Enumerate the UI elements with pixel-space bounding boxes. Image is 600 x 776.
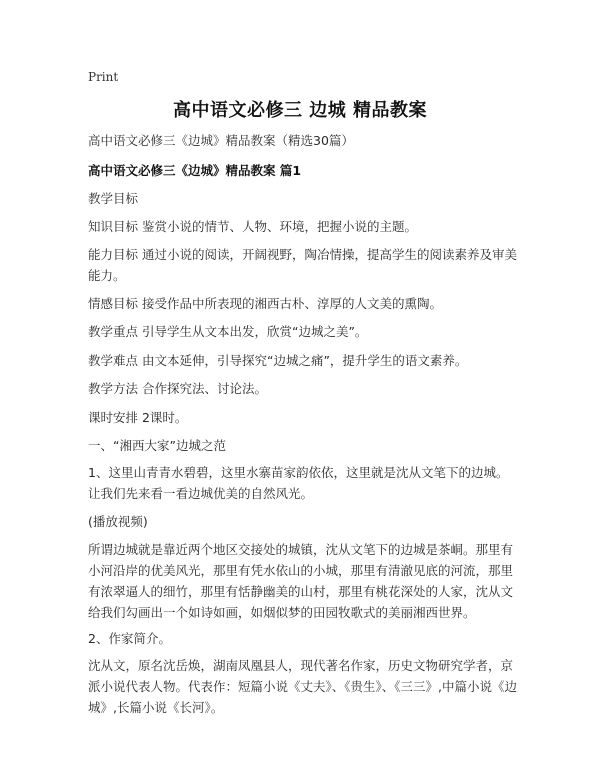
section-heading: 高中语文必修三《边城》精品教案 篇1: [88, 163, 302, 178]
description-paragraph: 所谓边城就是靠近两个地区交接处的城镇，沈从文笔下的边城是茶峒。那里有小河沿岸的优美风光，那里有凭水依山的小城，那里有清澈见底的河流，那里有浓翠逼人的细竹，那里有恬静幽美的山村，那里有桃花深处的人家，沈从文给我们勾画出一个如诗如画，如烟似梦的田园牧歌式的美丽湘西世界。: [88, 542, 514, 620]
item-two: 2、作家简介。: [88, 631, 171, 646]
knowledge-goal: 知识目标 鉴赏小说的情节、人物、环境，把握小说的主题。: [88, 219, 417, 234]
item-one: 1、这里山青青水碧碧，这里水寨苗家韵依依，这里就是沈从文笔下的边城。让我们先来看一看边城优美的自然风光。: [88, 465, 509, 501]
ability-goal: 能力目标 通过小说的阅读，开阔视野，陶冶情操，提高学生的阅读素养及审美能力。: [88, 247, 517, 283]
schedule: 课时安排 2课时。: [88, 410, 188, 425]
emotion-goal: 情感目标 接受作品中所表现的湘西古朴、淳厚的人文美的熏陶。: [88, 296, 442, 311]
difficult-point: 教学难点 由文本延伸，引导探究“边城之痛”，提升学生的语文素养。: [88, 353, 468, 368]
document-subtitle: 高中语文必修三《边城》精品教案（精选30篇）: [88, 133, 354, 148]
teaching-method: 教学方法 合作探究法、讨论法。: [88, 381, 267, 396]
part-one-heading: 一、“湘西大家”边城之范: [88, 438, 226, 453]
page-title: 高中语文必修三 边城 精品教案: [172, 100, 428, 121]
author-intro: 沈从文，原名沈岳焕，湖南凤凰县人，现代著名作家，历史文物研究学者，京派小说代表人物。代表作：短篇小说《丈夫》、《贵生》、《三三》,中篇小说《边城》,长篇小说《长河》。: [88, 658, 517, 715]
key-point: 教学重点 引导学生从文本出发，欣赏“边城之美”。: [88, 324, 368, 339]
play-video-note: (播放视频): [88, 514, 148, 529]
print-label[interactable]: Print: [88, 70, 119, 84]
teaching-goals-heading: 教学目标: [88, 191, 139, 206]
